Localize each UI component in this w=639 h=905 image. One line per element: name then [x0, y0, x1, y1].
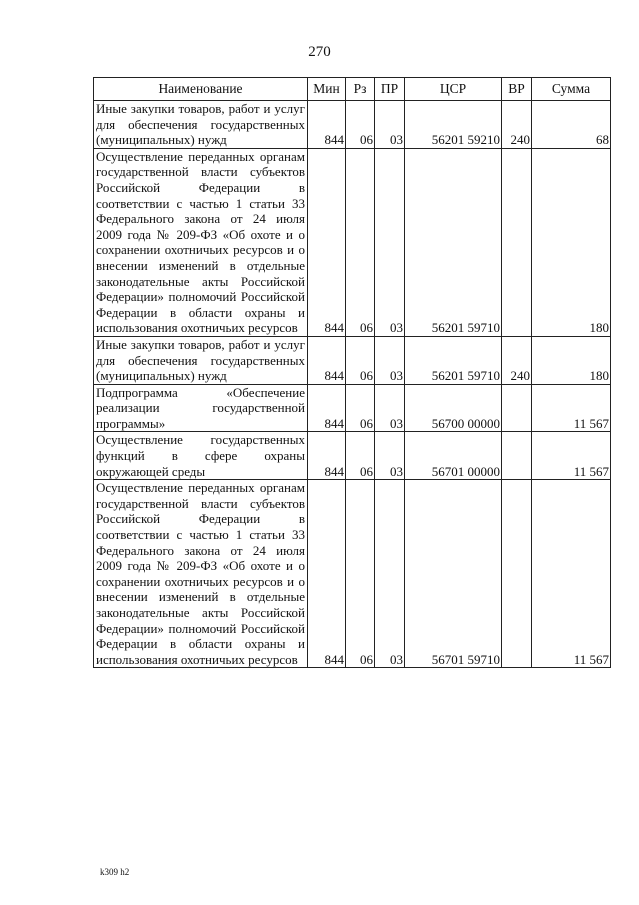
row-vr [502, 148, 532, 336]
row-min: 844 [308, 432, 346, 480]
row-rz: 06 [346, 432, 375, 480]
row-vr: 240 [502, 336, 532, 384]
row-rz: 06 [346, 148, 375, 336]
row-csr: 56201 59710 [405, 148, 502, 336]
row-min: 844 [308, 101, 346, 149]
table-row [94, 101, 611, 149]
column-header-name: Наименование [94, 78, 308, 101]
row-csr: 56201 59210 [405, 101, 502, 149]
budget-table [93, 77, 611, 668]
row-rz: 06 [346, 336, 375, 384]
row-csr: 56701 00000 [405, 432, 502, 480]
column-header-csr: ЦСР [405, 78, 502, 101]
row-sum: 180 [532, 336, 611, 384]
row-pr: 03 [375, 384, 405, 432]
row-csr: 56701 59710 [405, 480, 502, 668]
row-pr: 03 [375, 432, 405, 480]
column-header-sum: Сумма [532, 78, 611, 101]
row-vr: 240 [502, 101, 532, 149]
table-row [94, 336, 611, 384]
row-name: Иные закупки товаров, работ и услуг для обеспечения государственных (муниципальных) нужд [94, 336, 308, 384]
row-name: Осуществление государственных функций в сфере охраны окружающей среды [94, 432, 308, 480]
row-name: Подпрограмма «Обеспечение реализации государственной программы» [94, 384, 308, 432]
row-min: 844 [308, 148, 346, 336]
row-sum: 11 567 [532, 480, 611, 668]
table-row [94, 148, 611, 336]
table-row [94, 480, 611, 668]
column-header-vr: ВР [502, 78, 532, 101]
row-csr: 56201 59710 [405, 336, 502, 384]
row-min: 844 [308, 480, 346, 668]
row-vr [502, 432, 532, 480]
table-header-row [94, 78, 611, 101]
row-sum: 11 567 [532, 384, 611, 432]
row-pr: 03 [375, 148, 405, 336]
row-name: Осуществление переданных органам государственной власти субъектов Российской Федерации в соответствии с частью 1 статьи 33 Федерального закона от 24 июля 2009 года № 209-ФЗ «Об охоте и о сохранении охотничьих ресурсов и о внесении изменений в отдельные законодательные акты Российской Федерации» полномочий Российской Федерации в области охраны и использования охотничьих ресурсов [94, 148, 308, 336]
row-rz: 06 [346, 384, 375, 432]
row-name: Иные закупки товаров, работ и услуг для обеспечения государственных (муниципальных) нужд [94, 101, 308, 149]
row-csr: 56700 00000 [405, 384, 502, 432]
footer-code: k309 h2 [100, 867, 130, 877]
row-rz: 06 [346, 101, 375, 149]
row-vr [502, 384, 532, 432]
row-name: Осуществление переданных органам государственной власти субъектов Российской Федерации в соответствии с частью 1 статьи 33 Федерального закона от 24 июля 2009 года № 209-ФЗ «Об охоте и о сохранении охотничьих ресурсов и о внесении изменений в отдельные законодательные акты Российской Федерации» полномочий Российской Федерации в области охраны и использования охотничьих ресурсов [94, 480, 308, 668]
row-pr: 03 [375, 101, 405, 149]
table-row [94, 384, 611, 432]
column-header-rz: Рз [346, 78, 375, 101]
row-pr: 03 [375, 336, 405, 384]
row-rz: 06 [346, 480, 375, 668]
row-sum: 180 [532, 148, 611, 336]
row-sum: 68 [532, 101, 611, 149]
row-min: 844 [308, 384, 346, 432]
page-number: 270 [308, 44, 331, 60]
row-pr: 03 [375, 480, 405, 668]
column-header-min: Мин [308, 78, 346, 101]
table-row [94, 432, 611, 480]
column-header-pr: ПР [375, 78, 405, 101]
row-min: 844 [308, 336, 346, 384]
row-sum: 11 567 [532, 432, 611, 480]
row-vr [502, 480, 532, 668]
